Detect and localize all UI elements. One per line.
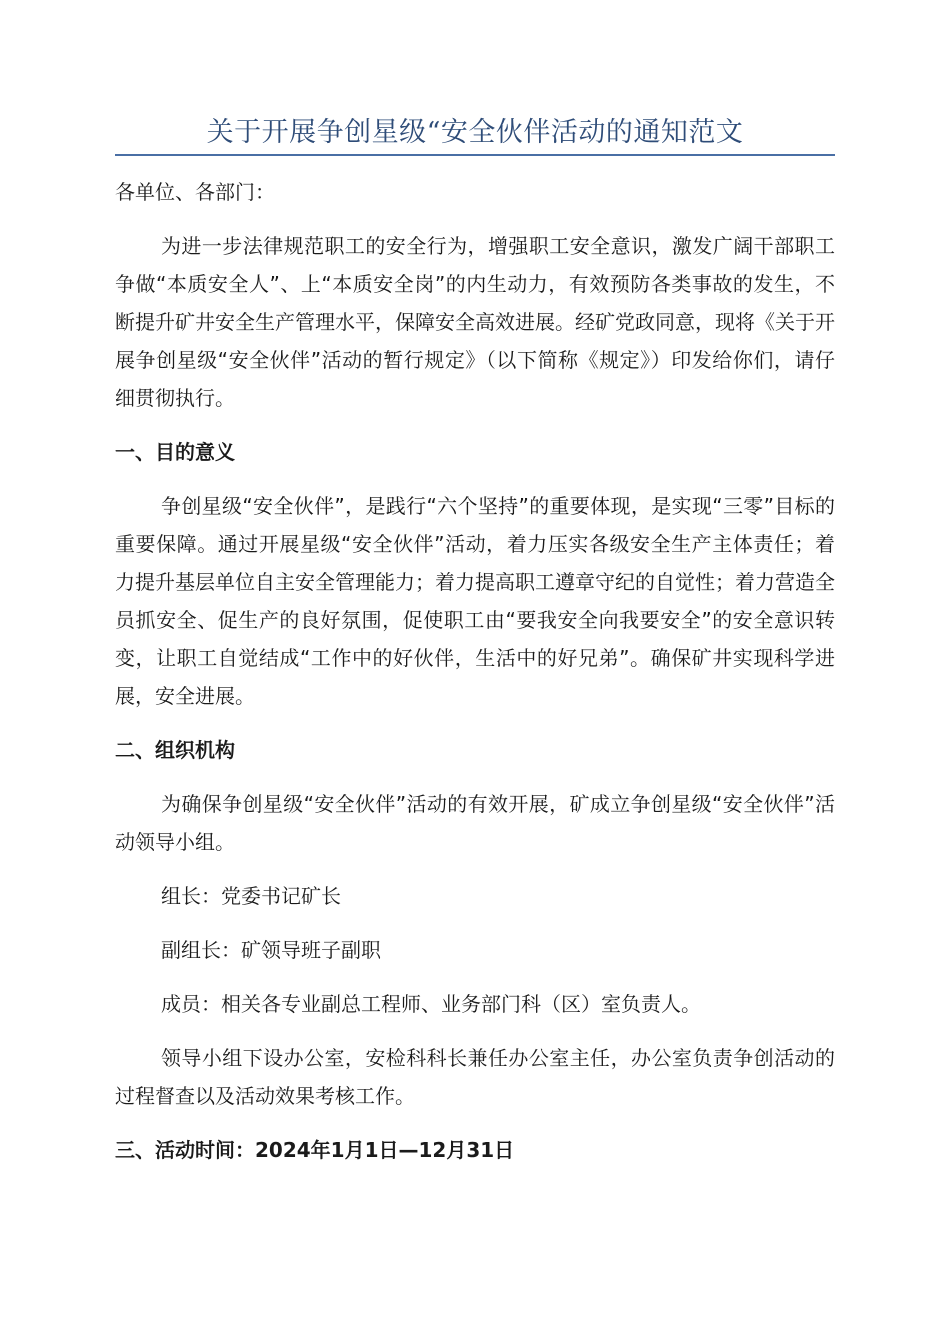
intro-paragraph: 为进一步法律规范职工的安全行为，增强职工安全意识，激发广阔干部职工争做“本质安全人”、上“本质安全岗”的内生动力，有效预防各类事故的发生，不断提升矿井安全生产管理水平，保障安全高效进展。经矿党政同意，现将《关于开展争创星级“安全伙伴”活动的暂行规定》（以下简称《规定》）印发给你们，请仔细贯彻执行。 xyxy=(115,234,835,410)
members-line: 成员：相关各专业副总工程师、业务部门科（区）室负责人。 xyxy=(161,992,701,1016)
section-heading-organization: 二、组织机构 xyxy=(115,738,235,762)
title-underline xyxy=(115,154,835,156)
office-paragraph: 领导小组下设办公室，安检科科长兼任办公室主任，办公室负责争创活动的过程督查以及活动效果考核工作。 xyxy=(115,1046,835,1108)
document-body xyxy=(115,173,835,1169)
document-title: 关于开展争创星级“安全伙伴活动的通知范文 xyxy=(206,117,744,148)
deputy-line: 副组长：矿领导班子副职 xyxy=(161,938,381,962)
salutation: 各单位、各部门： xyxy=(115,180,275,204)
section-heading-purpose: 一、目的意义 xyxy=(115,440,235,464)
purpose-paragraph: 争创星级“安全伙伴”，是践行“六个坚持”的重要体现，是实现“三零”目标的重要保障。通过开展星级“安全伙伴”活动，着力压实各级安全生产主体责任；着力提升基层单位自主安全管理能力；着力提高职工遵章守纪的自觉性；着力营造全员抓安全、促生产的良好氛围，促使职工由“要我安全向我要安全”的安全意识转变，让职工自觉结成“工作中的好伙伴，生活中的好兄弟”。确保矿井实现科学进展，安全进展。 xyxy=(115,494,835,708)
section-heading-time: 三、活动时间：2024年1月1日—12月31日 xyxy=(115,1138,515,1162)
leader-line: 组长：党委书记矿长 xyxy=(161,884,341,908)
organization-paragraph: 为确保争创星级“安全伙伴”活动的有效开展，矿成立争创星级“安全伙伴”活动领导小组。 xyxy=(115,792,835,854)
